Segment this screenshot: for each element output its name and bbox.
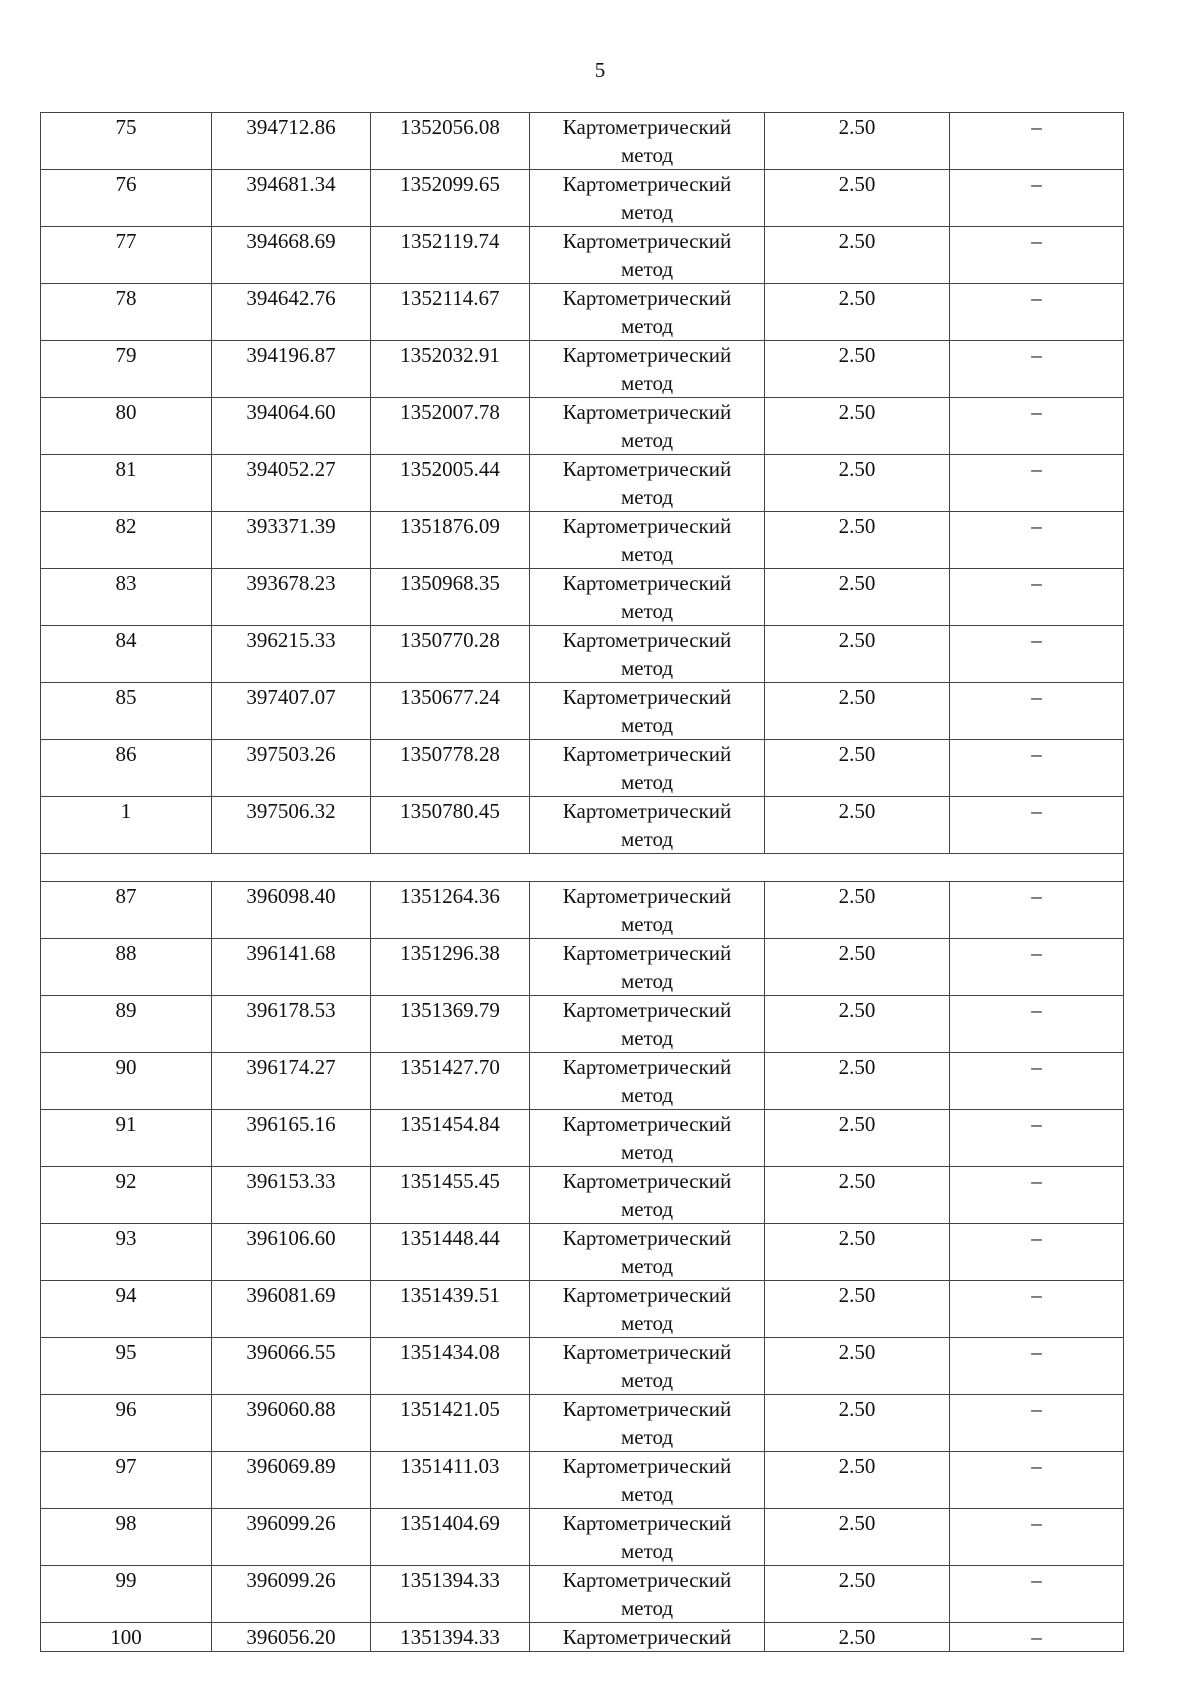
- method-line-2: метод: [620, 827, 674, 851]
- method-line-1: Картометрический: [562, 1568, 732, 1592]
- accuracy-cell: 2.50: [765, 1224, 950, 1281]
- table-row: [41, 1281, 1124, 1338]
- y-coordinate-cell: 1352099.65: [371, 170, 530, 227]
- accuracy-cell: 2.50: [765, 882, 950, 939]
- point-number-cell: 77: [41, 227, 212, 284]
- note-cell: –: [950, 1053, 1124, 1110]
- x-coordinate-cell: 396066.55: [212, 1338, 371, 1395]
- y-coordinate-cell: 1352114.67: [371, 284, 530, 341]
- method-cell: [530, 683, 765, 740]
- x-coordinate-cell: 396099.26: [212, 1509, 371, 1566]
- method-line-1: Картометрический: [562, 1340, 732, 1364]
- note-cell: –: [950, 740, 1124, 797]
- method-line-2: метод: [620, 713, 674, 737]
- point-number-cell: 88: [41, 939, 212, 996]
- method-cell: [530, 1338, 765, 1395]
- accuracy-cell: 2.50: [765, 683, 950, 740]
- table-row: [41, 1452, 1124, 1509]
- accuracy-cell: 2.50: [765, 170, 950, 227]
- method-cell: [530, 569, 765, 626]
- method-cell: [530, 512, 765, 569]
- method-line-1: Картометрический: [562, 1511, 732, 1535]
- method-line-2: метод: [620, 1368, 674, 1392]
- separator-cell: [41, 854, 1124, 882]
- x-coordinate-cell: 396178.53: [212, 996, 371, 1053]
- note-cell: –: [950, 455, 1124, 512]
- point-number-cell: 81: [41, 455, 212, 512]
- accuracy-cell: 2.50: [765, 284, 950, 341]
- point-number-cell: 83: [41, 569, 212, 626]
- table-row: [41, 626, 1124, 683]
- table-row: [41, 1566, 1124, 1623]
- method-cell: [530, 1395, 765, 1452]
- point-number-cell: 100: [41, 1623, 212, 1652]
- point-number-cell: 99: [41, 1566, 212, 1623]
- method-cell: [530, 1566, 765, 1623]
- y-coordinate-cell: 1351411.03: [371, 1452, 530, 1509]
- accuracy-cell: 2.50: [765, 569, 950, 626]
- note-cell: –: [950, 683, 1124, 740]
- table-row: [41, 1053, 1124, 1110]
- method-line-1: Картометрический: [562, 1454, 732, 1478]
- method-line-2: метод: [620, 1083, 674, 1107]
- point-number-cell: 96: [41, 1395, 212, 1452]
- method-line-1: Картометрический: [562, 685, 732, 709]
- method-line-2: метод: [620, 314, 674, 338]
- method-line-2: метод: [620, 143, 674, 167]
- x-coordinate-cell: 396141.68: [212, 939, 371, 996]
- note-cell: –: [950, 1167, 1124, 1224]
- method-line-1: Картометрический: [562, 998, 732, 1022]
- note-cell: –: [950, 1281, 1124, 1338]
- table-row: [41, 1338, 1124, 1395]
- y-coordinate-cell: 1350968.35: [371, 569, 530, 626]
- y-coordinate-cell: 1351455.45: [371, 1167, 530, 1224]
- method-line-2: метод: [620, 1026, 674, 1050]
- note-cell: –: [950, 1395, 1124, 1452]
- table-row: [41, 1623, 1124, 1652]
- accuracy-cell: 2.50: [765, 1395, 950, 1452]
- method-line-1: Картометрический: [562, 229, 732, 253]
- table-row: [41, 797, 1124, 854]
- note-cell: –: [950, 1338, 1124, 1395]
- method-line-2: метод: [620, 1482, 674, 1506]
- method-line-2: метод: [620, 542, 674, 566]
- y-coordinate-cell: 1351394.33: [371, 1623, 530, 1652]
- accuracy-cell: 2.50: [765, 1509, 950, 1566]
- x-coordinate-cell: 396215.33: [212, 626, 371, 683]
- note-cell: –: [950, 398, 1124, 455]
- method-line-1: Картометрический: [562, 457, 732, 481]
- table-row: [41, 1395, 1124, 1452]
- method-line-1: Картометрический: [562, 115, 732, 139]
- point-number-cell: 98: [41, 1509, 212, 1566]
- y-coordinate-cell: 1350780.45: [371, 797, 530, 854]
- x-coordinate-cell: 393371.39: [212, 512, 371, 569]
- method-cell: [530, 398, 765, 455]
- contour-separator-row: [41, 854, 1124, 882]
- x-coordinate-cell: 396056.20: [212, 1623, 371, 1652]
- method-cell: [530, 939, 765, 996]
- table-row: [41, 227, 1124, 284]
- note-cell: –: [950, 1509, 1124, 1566]
- table-row: [41, 1224, 1124, 1281]
- table-row: [41, 170, 1124, 227]
- method-cell: [530, 455, 765, 512]
- x-coordinate-cell: 394052.27: [212, 455, 371, 512]
- note-cell: –: [950, 626, 1124, 683]
- point-number-cell: 85: [41, 683, 212, 740]
- y-coordinate-cell: 1352007.78: [371, 398, 530, 455]
- y-coordinate-cell: 1351448.44: [371, 1224, 530, 1281]
- table-row: [41, 113, 1124, 170]
- note-cell: –: [950, 170, 1124, 227]
- method-line-2: метод: [620, 371, 674, 395]
- method-line-1: Картометрический: [562, 1169, 732, 1193]
- point-number-cell: 79: [41, 341, 212, 398]
- y-coordinate-cell: 1351369.79: [371, 996, 530, 1053]
- method-line-1: Картометрический: [562, 1397, 732, 1421]
- method-line-2: метод: [620, 1539, 674, 1563]
- note-cell: –: [950, 227, 1124, 284]
- note-cell: –: [950, 882, 1124, 939]
- page-number: 5: [594, 58, 606, 82]
- y-coordinate-cell: 1351296.38: [371, 939, 530, 996]
- table-row: [41, 1110, 1124, 1167]
- accuracy-cell: 2.50: [765, 1281, 950, 1338]
- y-coordinate-cell: 1351427.70: [371, 1053, 530, 1110]
- coordinates-table: [40, 112, 1124, 1652]
- method-cell: [530, 1509, 765, 1566]
- point-number-cell: 95: [41, 1338, 212, 1395]
- method-line-2: метод: [620, 1197, 674, 1221]
- method-cell: [530, 882, 765, 939]
- method-line-2: метод: [620, 1311, 674, 1335]
- method-line-2: метод: [620, 969, 674, 993]
- table-row: [41, 398, 1124, 455]
- method-line-1: Картометрический: [562, 1625, 732, 1649]
- accuracy-cell: 2.50: [765, 797, 950, 854]
- x-coordinate-cell: 397407.07: [212, 683, 371, 740]
- method-line-1: Картометрический: [562, 172, 732, 196]
- point-number-cell: 91: [41, 1110, 212, 1167]
- y-coordinate-cell: 1351434.08: [371, 1338, 530, 1395]
- note-cell: –: [950, 939, 1124, 996]
- point-number-cell: 78: [41, 284, 212, 341]
- point-number-cell: 87: [41, 882, 212, 939]
- accuracy-cell: 2.50: [765, 1167, 950, 1224]
- note-cell: –: [950, 569, 1124, 626]
- x-coordinate-cell: 397506.32: [212, 797, 371, 854]
- method-line-2: метод: [620, 599, 674, 623]
- x-coordinate-cell: 396153.33: [212, 1167, 371, 1224]
- x-coordinate-cell: 396081.69: [212, 1281, 371, 1338]
- y-coordinate-cell: 1351439.51: [371, 1281, 530, 1338]
- x-coordinate-cell: 396174.27: [212, 1053, 371, 1110]
- method-line-2: метод: [620, 770, 674, 794]
- note-cell: –: [950, 113, 1124, 170]
- method-line-2: метод: [620, 1425, 674, 1449]
- accuracy-cell: 2.50: [765, 398, 950, 455]
- table-row: [41, 341, 1124, 398]
- table-row: [41, 1167, 1124, 1224]
- y-coordinate-cell: 1351454.84: [371, 1110, 530, 1167]
- note-cell: –: [950, 1566, 1124, 1623]
- table-row: [41, 569, 1124, 626]
- accuracy-cell: 2.50: [765, 227, 950, 284]
- accuracy-cell: 2.50: [765, 1452, 950, 1509]
- x-coordinate-cell: 394681.34: [212, 170, 371, 227]
- method-line-2: метод: [620, 200, 674, 224]
- point-number-cell: 92: [41, 1167, 212, 1224]
- method-cell: [530, 170, 765, 227]
- point-number-cell: 90: [41, 1053, 212, 1110]
- method-cell: [530, 284, 765, 341]
- method-line-1: Картометрический: [562, 1055, 732, 1079]
- table-row: [41, 882, 1124, 939]
- method-line-2: метод: [620, 1254, 674, 1278]
- method-line-1: Картометрический: [562, 628, 732, 652]
- method-line-1: Картометрический: [562, 941, 732, 965]
- x-coordinate-cell: 394064.60: [212, 398, 371, 455]
- method-line-2: метод: [620, 485, 674, 509]
- accuracy-cell: 2.50: [765, 1566, 950, 1623]
- accuracy-cell: 2.50: [765, 512, 950, 569]
- point-number-cell: 1: [41, 797, 212, 854]
- table-row: [41, 996, 1124, 1053]
- point-number-cell: 86: [41, 740, 212, 797]
- x-coordinate-cell: 394196.87: [212, 341, 371, 398]
- point-number-cell: 84: [41, 626, 212, 683]
- method-cell: [530, 113, 765, 170]
- method-line-2: метод: [620, 1596, 674, 1620]
- method-line-1: Картометрический: [562, 571, 732, 595]
- method-cell: [530, 1452, 765, 1509]
- y-coordinate-cell: 1351421.05: [371, 1395, 530, 1452]
- x-coordinate-cell: 396165.16: [212, 1110, 371, 1167]
- method-cell: [530, 341, 765, 398]
- method-cell: [530, 1281, 765, 1338]
- table-row: [41, 683, 1124, 740]
- accuracy-cell: 2.50: [765, 626, 950, 683]
- accuracy-cell: 2.50: [765, 1623, 950, 1652]
- table-row: [41, 512, 1124, 569]
- y-coordinate-cell: 1352032.91: [371, 341, 530, 398]
- note-cell: –: [950, 1224, 1124, 1281]
- method-cell: [530, 797, 765, 854]
- method-line-2: метод: [620, 428, 674, 452]
- y-coordinate-cell: 1350677.24: [371, 683, 530, 740]
- x-coordinate-cell: 396106.60: [212, 1224, 371, 1281]
- x-coordinate-cell: 396069.89: [212, 1452, 371, 1509]
- note-cell: –: [950, 284, 1124, 341]
- note-cell: –: [950, 341, 1124, 398]
- y-coordinate-cell: 1351876.09: [371, 512, 530, 569]
- x-coordinate-cell: 396098.40: [212, 882, 371, 939]
- accuracy-cell: 2.50: [765, 1338, 950, 1395]
- point-number-cell: 80: [41, 398, 212, 455]
- method-line-1: Картометрический: [562, 514, 732, 538]
- method-cell: [530, 740, 765, 797]
- method-line-2: метод: [620, 912, 674, 936]
- method-cell: [530, 1623, 765, 1652]
- note-cell: –: [950, 1110, 1124, 1167]
- method-line-1: Картометрический: [562, 799, 732, 823]
- method-cell: [530, 996, 765, 1053]
- method-cell: [530, 1224, 765, 1281]
- table-row: [41, 939, 1124, 996]
- accuracy-cell: 2.50: [765, 1110, 950, 1167]
- method-line-1: Картометрический: [562, 884, 732, 908]
- x-coordinate-cell: 393678.23: [212, 569, 371, 626]
- y-coordinate-cell: 1352119.74: [371, 227, 530, 284]
- x-coordinate-cell: 394668.69: [212, 227, 371, 284]
- accuracy-cell: 2.50: [765, 455, 950, 512]
- y-coordinate-cell: 1351264.36: [371, 882, 530, 939]
- table-row: [41, 740, 1124, 797]
- point-number-cell: 82: [41, 512, 212, 569]
- accuracy-cell: 2.50: [765, 939, 950, 996]
- point-number-cell: 76: [41, 170, 212, 227]
- x-coordinate-cell: 396060.88: [212, 1395, 371, 1452]
- note-cell: –: [950, 512, 1124, 569]
- x-coordinate-cell: 397503.26: [212, 740, 371, 797]
- point-number-cell: 93: [41, 1224, 212, 1281]
- method-line-1: Картометрический: [562, 286, 732, 310]
- point-number-cell: 94: [41, 1281, 212, 1338]
- note-cell: –: [950, 996, 1124, 1053]
- note-cell: –: [950, 1452, 1124, 1509]
- accuracy-cell: 2.50: [765, 341, 950, 398]
- method-cell: [530, 1053, 765, 1110]
- x-coordinate-cell: 394712.86: [212, 113, 371, 170]
- y-coordinate-cell: 1352056.08: [371, 113, 530, 170]
- y-coordinate-cell: 1351394.33: [371, 1566, 530, 1623]
- method-cell: [530, 227, 765, 284]
- y-coordinate-cell: 1350778.28: [371, 740, 530, 797]
- accuracy-cell: 2.50: [765, 1053, 950, 1110]
- note-cell: –: [950, 797, 1124, 854]
- accuracy-cell: 2.50: [765, 113, 950, 170]
- y-coordinate-cell: 1351404.69: [371, 1509, 530, 1566]
- accuracy-cell: 2.50: [765, 996, 950, 1053]
- method-line-1: Картометрический: [562, 742, 732, 766]
- method-line-1: Картометрический: [562, 1226, 732, 1250]
- method-cell: [530, 626, 765, 683]
- point-number-cell: 75: [41, 113, 212, 170]
- y-coordinate-cell: 1352005.44: [371, 455, 530, 512]
- method-line-2: метод: [620, 257, 674, 281]
- point-number-cell: 89: [41, 996, 212, 1053]
- x-coordinate-cell: 394642.76: [212, 284, 371, 341]
- table-row: [41, 284, 1124, 341]
- method-cell: [530, 1167, 765, 1224]
- coordinates-table-body: [41, 113, 1124, 1652]
- method-line-2: метод: [620, 656, 674, 680]
- table-row: [41, 455, 1124, 512]
- x-coordinate-cell: 396099.26: [212, 1566, 371, 1623]
- method-cell: [530, 1110, 765, 1167]
- method-line-2: метод: [620, 1140, 674, 1164]
- point-number-cell: 97: [41, 1452, 212, 1509]
- note-cell: –: [950, 1623, 1124, 1652]
- method-line-1: Картометрический: [562, 1112, 732, 1136]
- method-line-1: Картометрический: [562, 1283, 732, 1307]
- table-row: [41, 1509, 1124, 1566]
- method-line-1: Картометрический: [562, 343, 732, 367]
- accuracy-cell: 2.50: [765, 740, 950, 797]
- y-coordinate-cell: 1350770.28: [371, 626, 530, 683]
- method-line-1: Картометрический: [562, 400, 732, 424]
